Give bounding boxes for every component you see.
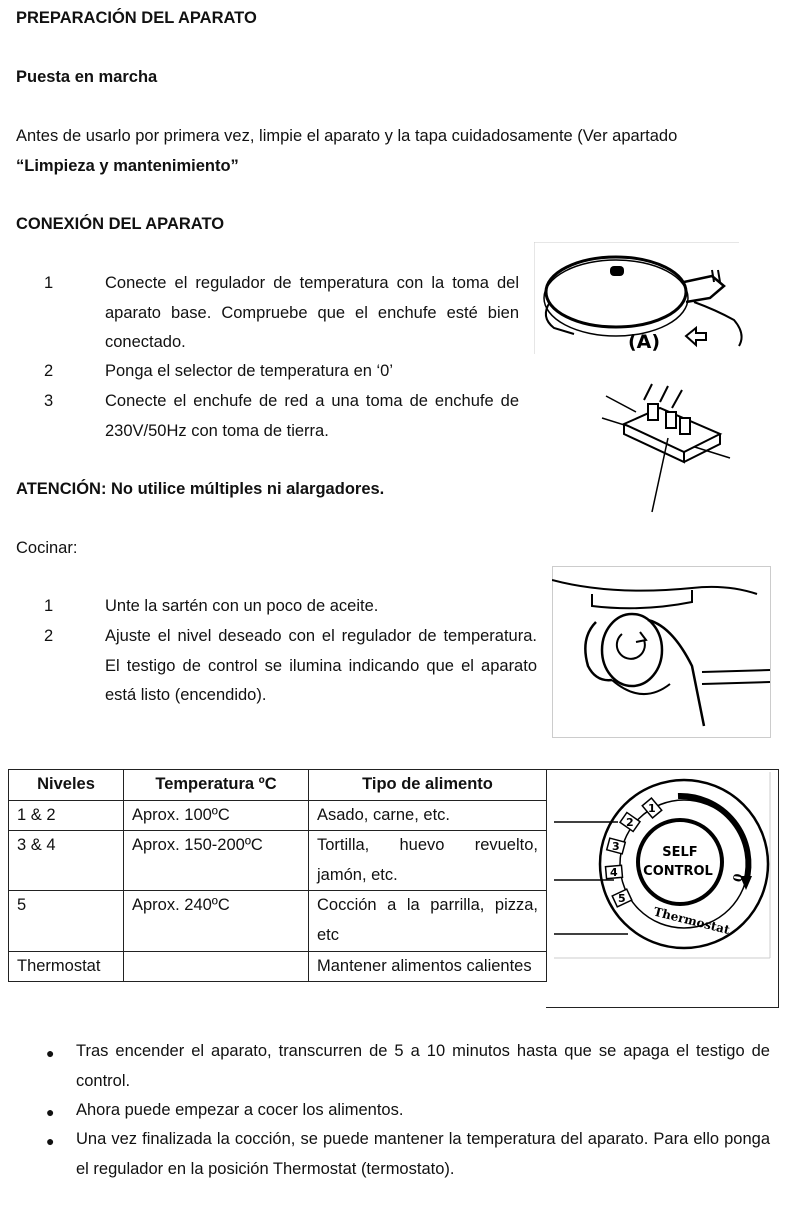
temperature-cell: Aprox. 240ºC [124,891,309,951]
intro-reference: “Limpieza y mantenimiento” [16,156,239,175]
temperature-levels-table [8,769,547,982]
warning-text: ATENCIÓN: No utilice múltiples ni alargadores. [16,480,385,498]
lid-knob-icon [610,266,624,276]
bullet-icon: ● [46,1133,55,1149]
table-row [9,891,547,951]
connection-step-1: Conecte el regulador de temperatura con la toma del aparato base. Compruebe que el enchufe esté bien conectado. [105,274,519,352]
dial-center-line1: SELF [662,845,698,860]
section-subtitle: Puesta en marcha [16,68,158,86]
connection-step-3: Conecte el enchufe de red a una toma de enchufe de 230V/50Hz con toma de tierra. [105,392,519,440]
connection-heading: CONEXIÓN DEL APARATO [16,215,225,233]
dial-level: 3 [612,840,620,853]
step-number: 3 [44,392,54,410]
food-cell: Mantener alimentos calientes [309,951,547,982]
temperature-cell [124,951,309,982]
cooking-heading: Cocinar: [16,539,78,557]
level-cell: 5 [9,891,124,951]
bullet-icon: ● [46,1045,55,1061]
level-cell: 3 & 4 [9,831,124,891]
pan-connection-illustration [534,242,744,354]
food-cell: Tortilla, huevo revuelto, jamón, etc. [309,831,547,891]
note-item: Una vez finalizada la cocción, se puede mantener la temperatura del aparato. Para ello ponga el regulador en la posición Thermostat (termostato). [76,1130,770,1178]
column-header: Niveles [9,770,124,801]
temperature-dial-diagram [554,772,772,960]
note-item: Ahora puede empezar a cocer los alimentos. [76,1101,404,1119]
step-number: 2 [44,627,54,645]
step-number: 1 [44,597,54,615]
knob-adjust-illustration [552,566,772,738]
dial-center-line2: CONTROL [643,864,713,879]
dial-level: 4 [610,866,618,879]
dial-level: 2 [626,816,634,829]
table-row [9,951,547,982]
plug-illustration [600,378,740,514]
dial-zero: 0 [730,872,746,884]
table-row [9,800,547,831]
arrow-icon [686,328,706,345]
step-number: 2 [44,362,54,380]
note-item: Tras encender el aparato, transcurren de 5 a 10 minutos hasta que se apaga el testigo de control. [76,1042,770,1090]
level-cell: Thermostat [9,951,124,982]
table-header-row [9,770,547,801]
dial-level: 5 [618,892,626,905]
cooking-step-2: Ajuste el nivel deseado con el regulador de temperatura. El testigo de control se ilumina indicando que el aparato está listo (encendido). [105,627,537,705]
column-header: Temperatura ºC [124,770,309,801]
temperature-cell: Aprox. 100ºC [124,800,309,831]
connection-step-2: Ponga el selector de temperatura en ‘0’ [105,362,394,380]
level-cell: 1 & 2 [9,800,124,831]
cooking-step-1: Unte la sartén con un poco de aceite. [105,597,379,615]
column-header: Tipo de alimento [309,770,547,801]
dial-level: 1 [648,802,656,815]
figure-label-a: (A) [628,331,661,353]
dial-thermostat-label: Thermostat [652,904,732,937]
food-cell: Asado, carne, etc. [309,800,547,831]
dial-knob-icon [602,614,662,686]
step-number: 1 [44,274,54,292]
temperature-cell: Aprox. 150-200ºC [124,831,309,891]
table-row [9,831,547,891]
page-title: PREPARACIÓN DEL APARATO [16,9,257,27]
bullet-icon: ● [46,1104,55,1120]
food-cell: Cocción a la parrilla, pizza, etc [309,891,547,951]
intro-paragraph [16,122,770,181]
intro-text: Antes de usarlo por primera vez, limpie el aparato y la tapa cuidadosamente (Ver apartado [16,127,678,145]
